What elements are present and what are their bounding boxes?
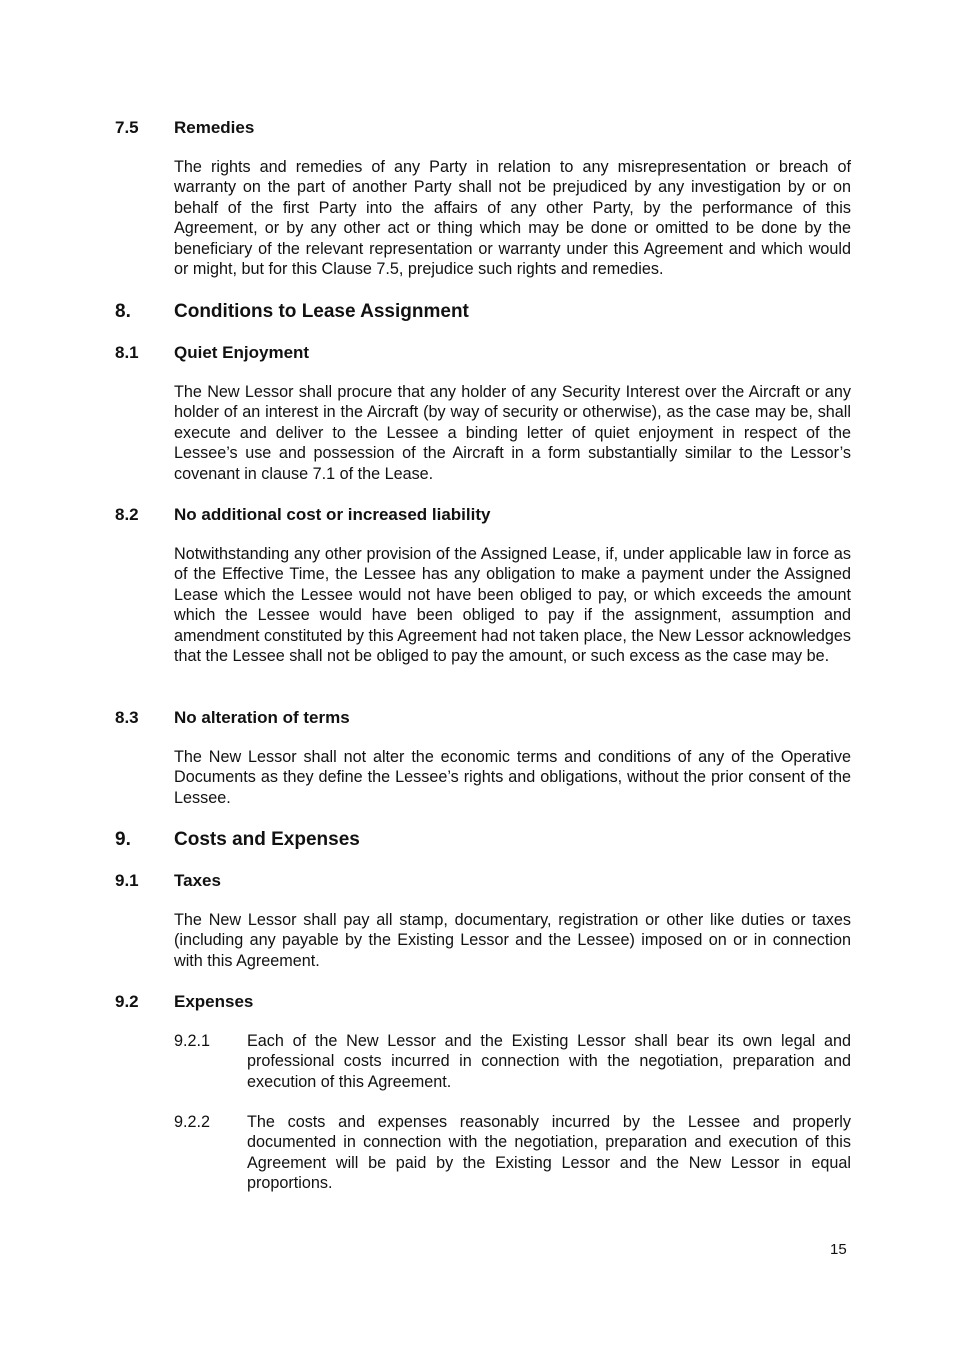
section-paragraph-8-2: Notwithstanding any other provision of the Assigned Lease, if, under applicable law in force as of the Effective Time, the Lessee has any obligation to make a payment under the Assigned Lease which the Lessee would not have been obliged to pay, or which exceeds the amount which the Lessee would have been obliged to pay if the assignment, assumption and amendment constituted by this Agreement had not taken place, the New Lessor acknowledges that the Lessee shall not be obliged to pay the amount, or such excess as the case may be.: [174, 545, 851, 666]
section-title: Taxes: [174, 871, 221, 890]
section-number: 8.2: [115, 505, 139, 524]
section-number: 9.2: [115, 992, 139, 1011]
subclause-number: 9.2.2: [174, 1113, 211, 1131]
section-paragraph-8-1: The New Lessor shall procure that any holder of any Security Interest over the Aircraft or any holder of an interest in the Aircraft (by way of security or otherwise), as the case may be, shall execute and deliver to the Lessee a binding letter of quiet enjoyment in respect of the Lessee’s use and possession of the Aircraft in a form substantially similar to the Lessor’s covenant in clause 7.1 of the Lease.: [174, 383, 851, 483]
subclause-number: 9.2.1: [174, 1032, 211, 1050]
section-title: No alteration of terms: [174, 708, 350, 727]
section-title: Costs and Expenses: [174, 829, 360, 850]
section-paragraph-7-5: The rights and remedies of any Party in relation to any misrepresentation or breach of warranty on the part of another Party shall not be prejudiced by any investigation by or on behalf of the first Party into the affairs of any other Party, by the performance of this Agreement, or by any other act or thing which may be done or omitted to be done by the beneficiary of the relevant representation or warranty under this Agreement and which would or might, but for this Clause 7.5, prejudice such rights and remedies.: [174, 158, 851, 279]
subclause-text: The costs and expenses reasonably incurred by the Lessee and properly documented in connection with the negotiation, preparation and execution of this Agreement will be paid by the Existing Lessor and the New Lessor in equal proportions.: [247, 1113, 851, 1193]
subclause-text: Each of the New Lessor and the Existing Lessor shall bear its own legal and professional costs incurred in connection with the negotiation, preparation and execution of this Agreement.: [247, 1032, 851, 1091]
section-number: 7.5: [115, 118, 139, 137]
section-title: Remedies: [174, 118, 255, 137]
section-number: 8.1: [115, 343, 139, 362]
page-number: 15: [830, 1241, 847, 1258]
section-paragraph-9-1: The New Lessor shall pay all stamp, documentary, registration or other like duties or taxes (including any payable by the Existing Lessor and the Lessee) imposed on or in connection with this Agreement.: [174, 911, 851, 970]
section-title: Conditions to Lease Assignment: [174, 301, 469, 322]
section-title: Expenses: [174, 992, 254, 1011]
section-number: 8.: [115, 301, 131, 322]
section-number: 9.: [115, 829, 131, 850]
section-paragraph-8-3: The New Lessor shall not alter the economic terms and conditions of any of the Operative Documents as they define the Lessee’s rights and obligations, without the prior consent of the Lessee.: [174, 748, 851, 807]
section-number: 8.3: [115, 708, 139, 727]
section-title: No additional cost or increased liability: [174, 505, 491, 524]
section-title: Quiet Enjoyment: [174, 343, 310, 362]
section-number: 9.1: [115, 871, 139, 890]
